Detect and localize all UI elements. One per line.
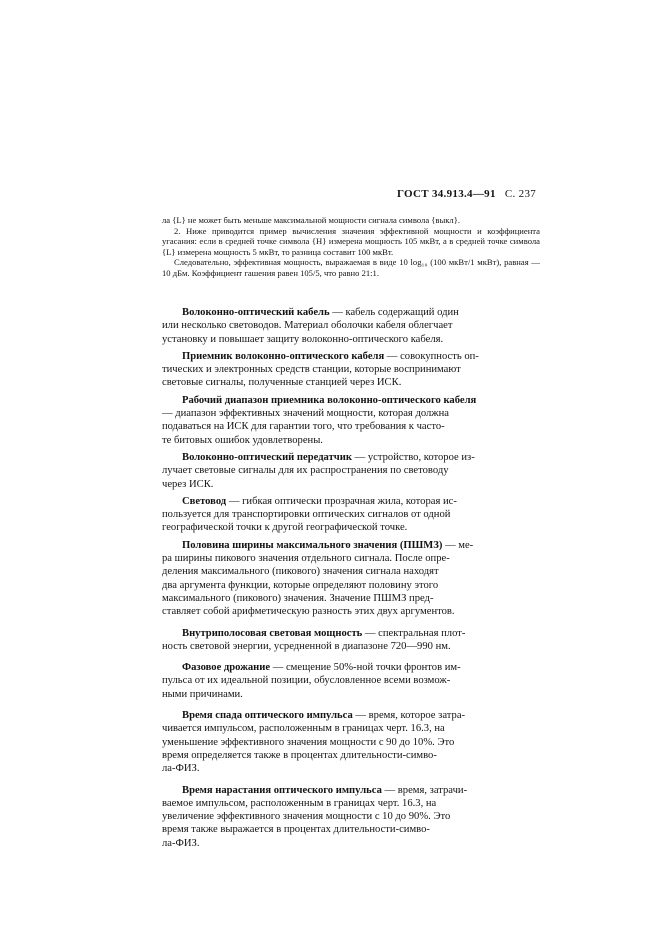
term-first-line [162,627,540,640]
term-entry [162,539,540,619]
note-paragraph: Следовательно, эффективная мощность, выражаемая в виде 10 log₁₀ (100 мкВт/1 мкВт), равная —10 дБм. Коэффициент гашения равен 105/5, что равно 21:1. [162,257,540,278]
term-definition-start: — смещение 50%-ной точки фронтов им- [270,662,461,674]
term-definition-start: — спектральная плот- [362,627,466,639]
term-definition-start: — гибкая оптически прозрачная жила, которая ис- [226,495,457,507]
term-line: или несколько световодов. Материал оболочки кабеля облегчает [162,320,453,332]
term-first-line [162,394,540,407]
term-line: ными причинами. [162,688,243,700]
term-title: Волоконно-оптический передатчик [182,451,352,463]
term-line: чивается импульсом, расположенным в границах черт. 16.3, на [162,723,445,735]
term-line: географической точки к другой географической точке. [162,522,408,534]
term-entry [162,495,540,535]
term-line: пульса от их идеальной позиции, обусловленное всеми возмож- [162,675,451,687]
term-line: установку и повышает защиту волоконно-оптического кабеля. [162,333,444,345]
term-line: пользуется для транспортировки оптических сигналов от одной [162,509,451,521]
term-entry [162,306,540,346]
term-title: Время спада оптического импульса [182,710,353,722]
term-first-line [162,495,540,508]
term-first-line [162,661,540,674]
term-line: увеличение эффективного значения мощности с 10 до 90%. Это [162,811,451,823]
term-line: тических и электронных средств станции, которые воспринимают [162,364,461,376]
term-definition-start: — совокупность оп- [384,350,479,362]
term-line: два аргумента функции, которые определяют половину этого [162,579,439,591]
term-title: Половина ширины максимального значения (ПШМЗ) [182,539,443,551]
term-title: Приемник волоконно-оптического кабеля [182,350,385,362]
page-header [397,188,597,200]
standard-number: ГОСТ 34.913.4—91 [397,188,496,200]
page-number: С. 237 [504,188,537,200]
term-line: через ИСК. [162,478,214,490]
term-line: лучает световые сигналы для их распространения по световоду [162,465,449,477]
term-entry [162,350,540,390]
term-line: ность световой энергии, усредненной в диапазоне 720—990 нм. [162,640,451,652]
term-first-line [162,451,540,464]
term-entry [162,451,540,491]
term-first-line [162,539,540,552]
term-first-line [162,306,540,319]
term-line: максимального (пикового) значения. Значение ПШМЗ пред- [162,592,434,604]
term-title: Световод [182,495,227,507]
term-first-line [162,350,540,363]
term-title: Внутриполосовая световая мощность [182,627,363,639]
term-title: Волоконно-оптический кабель [182,307,330,318]
term-title: Фазовое дрожание [182,662,271,674]
term-definition-start: — ме- [442,539,474,551]
term-line: те битовых ошибок удовлетворены. [162,434,323,446]
term-entry [162,709,540,775]
term-entry [162,627,540,654]
note-paragraph: 2. Ниже приводится пример вычисления значения эффективной мощности и коэффициента угасания: если в средней точке символа {H} измерена мощность 105 мкВт, а в средней точке символа {L} измерена мощность 5 мкВт, то разница составит 100 мкВт. [162,225,540,257]
term-definition-start: — кабель содержащий один [329,307,459,318]
term-line: время также выражается в процентах длительности-симво- [162,824,430,836]
term-title: Время нарастания оптического импульса [182,784,382,796]
terms-list [162,306,540,854]
term-line: световые сигналы, полученные станцией через ИСК. [162,377,402,389]
term-line: ставляет собой арифметическую разность этих двух аргументов. [162,606,455,618]
term-line: — диапазон эффективных значений мощности, которая должна [162,408,449,420]
term-line: уменьшение эффективного значения мощности с 90 до 10%. Это [162,736,455,748]
term-line: подаваться на ИСК для гарантии того, что требования к часто- [162,421,445,433]
term-entry [162,394,540,447]
term-definition-start: — время, которое затра- [352,710,466,722]
term-line: деления максимального (пикового) значения сигнала находят [162,566,439,578]
term-entry [162,661,540,701]
term-line: ла-ФИЗ. [162,837,200,849]
notes-block [162,215,540,279]
term-first-line [162,709,540,722]
term-first-line [162,784,540,797]
term-line: ваемое импульсом, расположенным в границах черт. 16.3, на [162,797,437,809]
term-line: время определяется также в процентах длительности-симво- [162,749,437,761]
note-paragraph: ла {L} не может быть меньше максимальной мощности сигнала символа {выкл}. [162,215,460,225]
term-definition-start: — время, затрачи- [381,784,468,796]
term-title: Рабочий диапазон приемника волоконно-оптического кабеля [182,394,477,406]
term-definition-start: — устройство, которое из- [351,451,475,463]
term-entry [162,784,540,850]
term-line: ла-ФИЗ. [162,763,200,775]
term-line: ра ширины пикового значения отдельного сигнала. После опре- [162,553,450,565]
